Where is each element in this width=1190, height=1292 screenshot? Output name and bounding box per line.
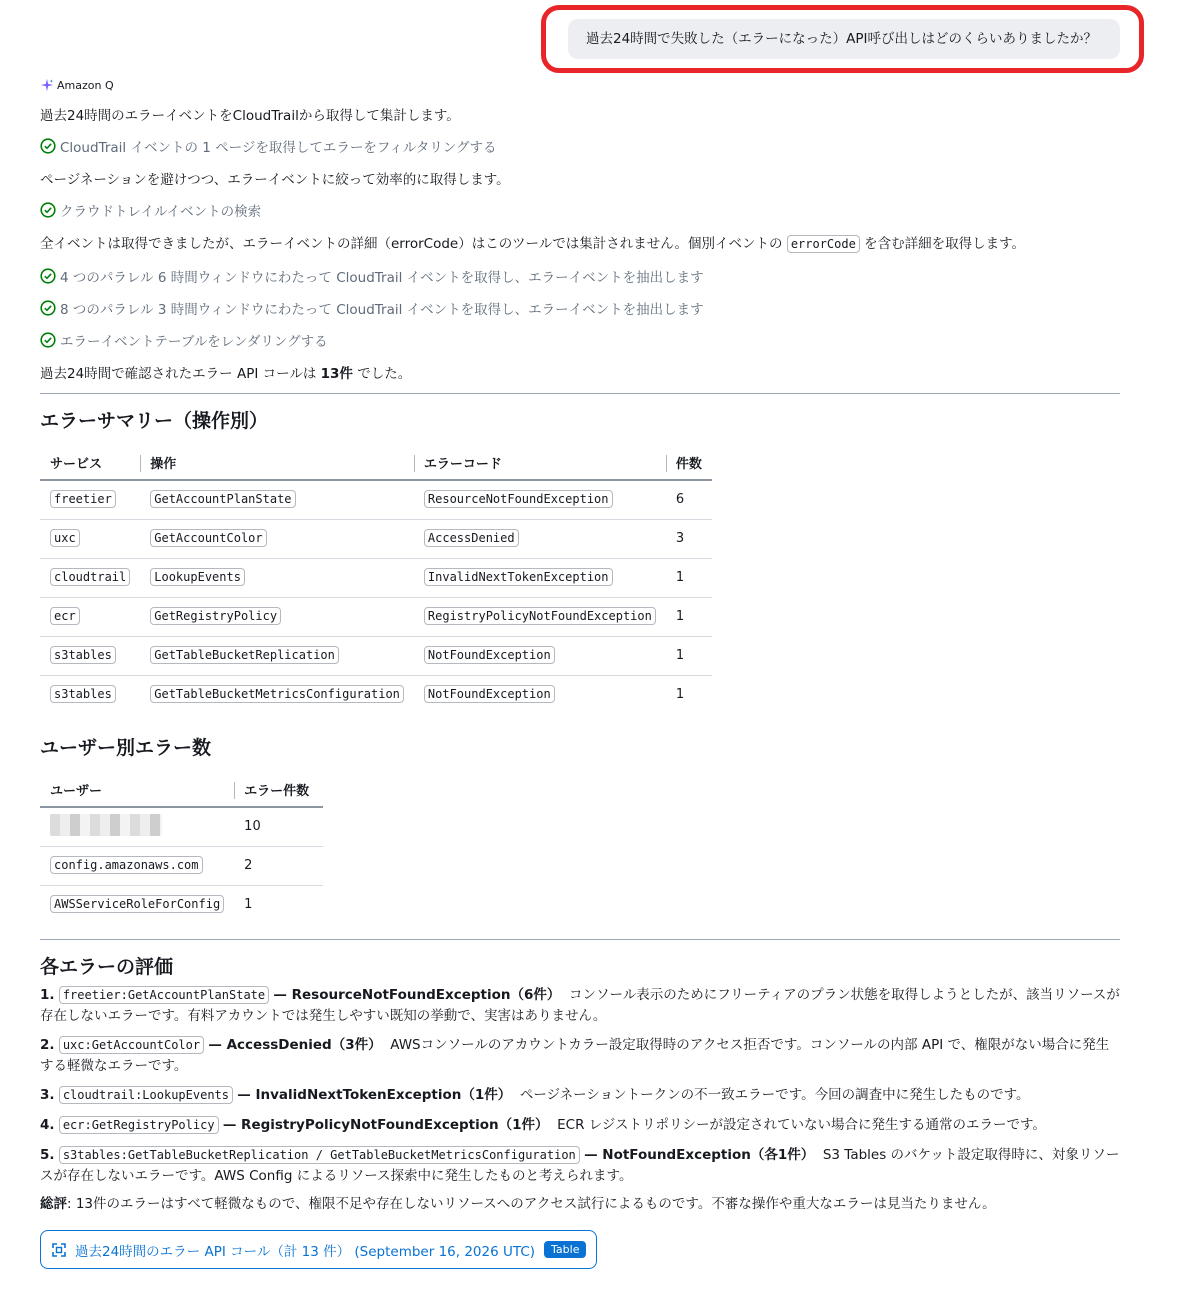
column-header: エラーコード bbox=[414, 446, 666, 480]
table-row bbox=[40, 480, 712, 519]
user-message-highlight bbox=[541, 5, 1144, 73]
conclusion-text: : 13件のエラーはすべて軽微なもので、権限不足や存在しないリソースへのアクセス試行によるものです。不審な操作や重大なエラーは見当たりません。 bbox=[67, 1196, 996, 1212]
detail-note bbox=[40, 232, 1025, 252]
table-row bbox=[40, 807, 323, 846]
operation-cell: GetAccountColor bbox=[150, 529, 266, 547]
error-description: S3 Tables のバケット設定取得時に、対象リソースが存在しないエラーです。AWS Config によるリソース探索中に発生したものと考えられます。 bbox=[40, 1147, 1120, 1184]
divider bbox=[40, 393, 1120, 394]
assistant-header bbox=[40, 76, 114, 94]
error-code-cell: AccessDenied bbox=[424, 529, 519, 547]
check-circle-icon bbox=[40, 268, 56, 284]
operation-cell: LookupEvents bbox=[150, 568, 245, 586]
count-cell: 2 bbox=[234, 846, 323, 885]
operation-cell: GetAccountPlanState bbox=[150, 490, 295, 508]
error-name: — NotFoundException（各1件） bbox=[584, 1147, 815, 1163]
error-name: — RegistryPolicyNotFoundException（1件） bbox=[222, 1117, 549, 1133]
error-name: — AccessDenied（3件） bbox=[208, 1037, 382, 1053]
conclusion bbox=[40, 1194, 1120, 1215]
error-name: — InvalidNextTokenException（1件） bbox=[237, 1087, 512, 1103]
intro-text: 過去24時間のエラーイベントをCloudTrailから取得して集計します。 bbox=[40, 108, 460, 124]
table-row bbox=[40, 519, 712, 558]
table-row bbox=[40, 885, 323, 924]
error-summary-table bbox=[40, 446, 712, 714]
expand-icon bbox=[52, 1243, 66, 1257]
error-code-cell: InvalidNextTokenException bbox=[424, 568, 613, 586]
table-header-row bbox=[40, 773, 323, 807]
error-description: ページネーショントークンの不一致エラーです。今回の調査中に発生したものです。 bbox=[519, 1087, 1030, 1103]
artifact-type-badge: Table bbox=[544, 1241, 586, 1258]
assistant-name: Amazon Q bbox=[57, 78, 114, 92]
count-cell: 1 bbox=[666, 558, 712, 597]
result-post: でした。 bbox=[352, 366, 412, 382]
count-cell: 1 bbox=[666, 597, 712, 636]
step-label: クラウドトレイルイベントの検索 bbox=[60, 204, 262, 220]
check-circle-icon bbox=[40, 332, 56, 348]
column-header: エラー件数 bbox=[234, 773, 323, 807]
count-cell: 1 bbox=[244, 897, 253, 913]
operation-cell: GetTableBucketReplication bbox=[150, 646, 339, 664]
user-cell: AWSServiceRoleForConfig bbox=[50, 895, 224, 913]
count-cell: 1 bbox=[666, 636, 712, 675]
step-label: エラーイベントテーブルをレンダリングする bbox=[60, 334, 328, 350]
evaluation-title: 各エラーの評価 bbox=[40, 956, 174, 978]
column-header: 件数 bbox=[666, 446, 712, 480]
detail-note-pre: 全イベントは取得できましたが、エラーイベントの詳細（errorCode）はこのツールでは集計されません。個別イベントの bbox=[40, 236, 783, 252]
service-cell: uxc bbox=[50, 529, 80, 547]
count-cell: 1 bbox=[675, 687, 685, 703]
service-cell: s3tables bbox=[50, 685, 116, 703]
step-label: CloudTrail イベントの 1 ページを取得してエラーをフィルタリングする bbox=[60, 140, 497, 156]
result-text bbox=[40, 362, 411, 382]
artifact-title: 過去24時間のエラー API コール（計 13 件） (September 16, 2026 UTC) bbox=[75, 1243, 536, 1260]
users-title: ユーザー別エラー数 bbox=[40, 737, 212, 759]
result-count: 13件 bbox=[320, 366, 353, 382]
error-description: ECR レジストリポリシーが設定されていない場合に発生する通常のエラーです。 bbox=[557, 1117, 1046, 1133]
error-description: コンソール表示のためにフリーティアのプラン状態を取得しようとしたが、該当リソースが存在しないエラーです。有料アカウントでは発生しやすい既知の挙動で、実害はありません。 bbox=[40, 987, 1120, 1024]
error-name: — ResourceNotFoundException（6件） bbox=[273, 987, 561, 1003]
table-header-row bbox=[40, 446, 712, 480]
check-circle-icon bbox=[40, 202, 56, 218]
service-cell: s3tables bbox=[50, 646, 116, 664]
redacted-user bbox=[50, 814, 162, 836]
column-header: 操作 bbox=[140, 446, 414, 480]
detail-note-post: を含む詳細を取得します。 bbox=[864, 236, 1026, 252]
service-cell: freetier bbox=[50, 490, 116, 508]
count-cell: 3 bbox=[666, 519, 712, 558]
error-code-cell: NotFoundException bbox=[424, 646, 555, 664]
inline-code: freetier:GetAccountPlanState bbox=[59, 986, 269, 1004]
step-1[interactable] bbox=[40, 136, 496, 156]
step-label: 4 つのパラレル 6 時間ウィンドウにわたって CloudTrail イベントを取得し、エラーイベントを抽出します bbox=[60, 270, 704, 286]
operation-cell: GetRegistryPolicy bbox=[150, 607, 281, 625]
table-row bbox=[40, 597, 712, 636]
table-row bbox=[40, 675, 712, 714]
result-pre: 過去24時間で確認されたエラー API コールは bbox=[40, 366, 321, 382]
evaluation-item: 3. cloudtrail:LookupEvents — InvalidNextTokenException（1件） ページネーショントークンの不一致エラーです。今回の調査中に発生したものです。 bbox=[40, 1087, 1030, 1103]
inline-code: s3tables:GetTableBucketReplication / GetTableBucketMetricsConfiguration bbox=[59, 1146, 580, 1164]
user-error-table bbox=[40, 773, 323, 924]
evaluation-item: 1. freetier:GetAccountPlanState — ResourceNotFoundException（6件） コンソール表示のためにフリーティアのプラン状態を取得しようとしたが、該当リソースが存在しないエラーです。有料アカウントでは発生しやすい既知の挙動で、実害はありません。 bbox=[40, 987, 1120, 1024]
check-circle-icon bbox=[40, 300, 56, 316]
evaluation-item: 4. ecr:GetRegistryPolicy — RegistryPolicyNotFoundException（1件） ECR レジストリポリシーが設定されていない場合に発生する通常のエラーです。 bbox=[40, 1117, 1046, 1133]
step-4[interactable] bbox=[40, 298, 704, 318]
service-cell: cloudtrail bbox=[50, 568, 130, 586]
divider bbox=[40, 939, 1120, 940]
error-description: AWSコンソールのアカウントカラー設定取得時のアクセス拒否です。コンソールの内部 API で、権限がない場合に発生する軽微なエラーです。 bbox=[40, 1037, 1110, 1074]
conclusion-label: 総評 bbox=[40, 1196, 67, 1212]
step-5[interactable] bbox=[40, 330, 328, 350]
evaluation-item: 2. uxc:GetAccountColor — AccessDenied（3件） AWSコンソールのアカウントカラー設定取得時のアクセス拒否です。コンソールの内部 API で、権限がない場合に発生する軽微なエラーです。 bbox=[40, 1037, 1110, 1074]
inline-code: ecr:GetRegistryPolicy bbox=[59, 1116, 219, 1134]
evaluation-item: 5. s3tables:GetTableBucketReplication / GetTableBucketMetricsConfiguration — NotFoundException（各1件） S3 Tables のバケット設定取得時に、対象リソースが存在しないエラーです。AWS Config によるリソース探索中に発生したものと考えられます。 bbox=[40, 1147, 1120, 1184]
step-3[interactable] bbox=[40, 266, 704, 286]
sparkle-icon bbox=[40, 78, 54, 92]
table-row bbox=[40, 846, 323, 885]
column-header: サービス bbox=[40, 446, 140, 480]
count-cell: 10 bbox=[234, 807, 323, 846]
service-cell: ecr bbox=[50, 607, 80, 625]
user-message: 過去24時間で失敗した（エラーになった）API呼び出しはどのくらいありましたか？ bbox=[568, 19, 1120, 59]
table-row bbox=[40, 558, 712, 597]
inline-code: uxc:GetAccountColor bbox=[59, 1036, 204, 1054]
error-code-cell: ResourceNotFoundException bbox=[424, 490, 613, 508]
table-row bbox=[40, 636, 712, 675]
summary-title: エラーサマリー（操作別） bbox=[40, 410, 269, 432]
operation-cell: GetTableBucketMetricsConfiguration bbox=[150, 685, 404, 703]
user-cell: config.amazonaws.com bbox=[50, 856, 203, 874]
step-label: 8 つのパラレル 3 時間ウィンドウにわたって CloudTrail イベントを取得し、エラーイベントを抽出します bbox=[60, 302, 704, 318]
check-circle-icon bbox=[40, 138, 56, 154]
error-code-cell: NotFoundException bbox=[424, 685, 555, 703]
column-header: ユーザー bbox=[40, 773, 234, 807]
inline-code: cloudtrail:LookupEvents bbox=[59, 1086, 233, 1104]
inline-code: errorCode bbox=[787, 235, 860, 253]
error-code-cell: RegistryPolicyNotFoundException bbox=[424, 607, 656, 625]
table-artifact-card[interactable] bbox=[40, 1230, 597, 1269]
pagination-note: ページネーションを避けつつ、エラーイベントに絞って効率的に取得します。 bbox=[40, 172, 510, 188]
step-2[interactable] bbox=[40, 200, 261, 220]
count-cell: 6 bbox=[666, 480, 712, 519]
